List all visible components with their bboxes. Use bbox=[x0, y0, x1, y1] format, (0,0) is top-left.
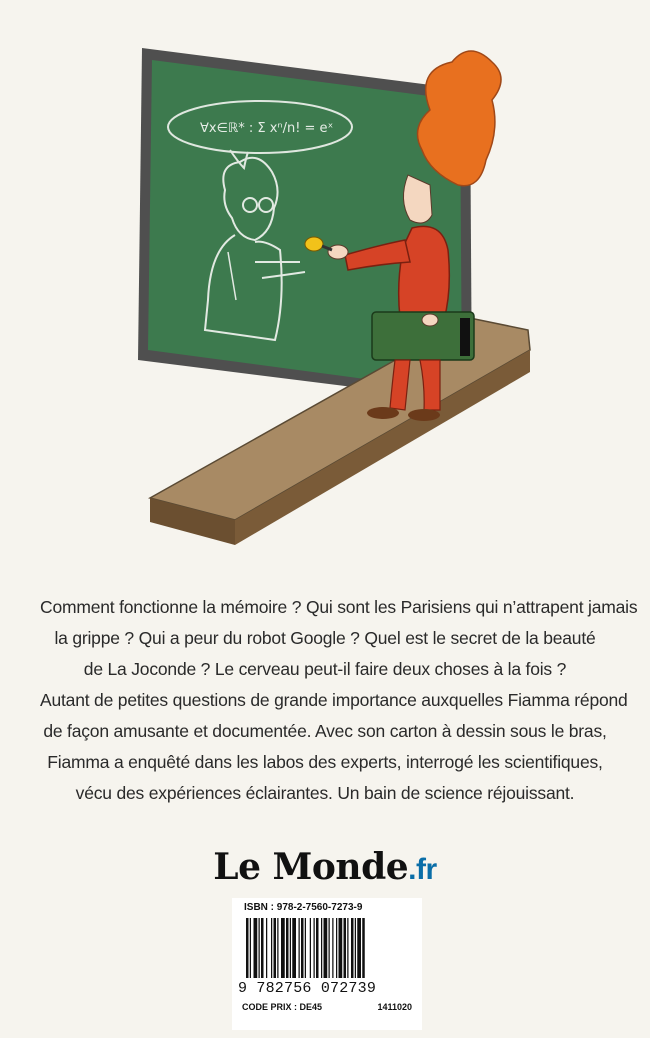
barcode-bar bbox=[271, 918, 272, 978]
barcode-bar bbox=[324, 918, 328, 978]
blurb-line: Comment fonctionne la mémoire ? Qui sont les Parisiens qui n’attrapent jamais bbox=[40, 597, 638, 617]
barcode-bar bbox=[314, 918, 315, 978]
barcode-bar bbox=[347, 918, 348, 978]
barcode-bar bbox=[259, 918, 260, 978]
barcode-bar bbox=[250, 918, 251, 978]
barcode-bar bbox=[332, 918, 333, 978]
barcode-bar bbox=[281, 918, 285, 978]
blurb-line: Fiamma a enquêté dans les labos des experts, interrogé les scientifiques, bbox=[47, 752, 603, 772]
isbn-label: ISBN : 978-2-7560-7273-9 bbox=[244, 902, 363, 913]
blurb-line: de La Joconde ? Le cerveau peut-il faire deux choses à la fois ? bbox=[83, 659, 567, 679]
blurb-line: Autant de petites questions de grande importance auxquelles Fiamma répond bbox=[40, 690, 628, 710]
barcode-bar bbox=[351, 918, 354, 978]
logo-main: Le Monde bbox=[213, 846, 409, 888]
barcode-bar bbox=[362, 918, 365, 978]
code-number: 1411020 bbox=[377, 1002, 412, 1012]
barcode-bar bbox=[336, 918, 337, 978]
blurb-line: la grippe ? Qui a peur du robot Google ? Quel est le secret de la beauté bbox=[54, 628, 596, 648]
barcode-bar bbox=[290, 918, 291, 978]
barcode-bar bbox=[357, 918, 361, 978]
barcode-bar bbox=[310, 918, 311, 978]
barcode-bar bbox=[316, 918, 319, 978]
logo-tld: fr bbox=[416, 853, 437, 886]
back-cover-blurb bbox=[40, 592, 638, 809]
barcode-bar bbox=[246, 918, 249, 978]
barcode-bar bbox=[355, 918, 356, 978]
code-prix: CODE PRIX : DE45 bbox=[242, 1002, 323, 1012]
barcode-bar bbox=[339, 918, 343, 978]
barcode-bar bbox=[261, 918, 264, 978]
barcode-bar bbox=[299, 918, 300, 978]
barcode-bar bbox=[305, 918, 306, 978]
barcode-bar bbox=[266, 918, 267, 978]
barcode-bar bbox=[301, 918, 304, 978]
blurb-line: vécu des expériences éclairantes. Un bain de science réjouissant. bbox=[75, 783, 575, 803]
barcode-bar bbox=[274, 918, 277, 978]
blurb-line: de façon amusante et documentée. Avec son carton à dessin sous le bras, bbox=[43, 721, 607, 741]
barcode-bar bbox=[286, 918, 289, 978]
barcode-bars bbox=[242, 918, 412, 980]
barcode-bar bbox=[321, 918, 322, 978]
le-monde-logo bbox=[0, 846, 650, 888]
bubble-formula: ∀x∈ℝ* : Σ xⁿ/n! = eˣ bbox=[200, 121, 334, 136]
barcode-bar bbox=[344, 918, 347, 978]
barcode-bar bbox=[254, 918, 258, 978]
logo-dot: . bbox=[408, 853, 417, 886]
barcode-bar bbox=[329, 918, 330, 978]
barcode-bar bbox=[292, 918, 296, 978]
barcode-area bbox=[232, 898, 422, 1030]
barcode-bar bbox=[277, 918, 278, 978]
ean-number: 9 782756 072739 bbox=[238, 980, 377, 997]
